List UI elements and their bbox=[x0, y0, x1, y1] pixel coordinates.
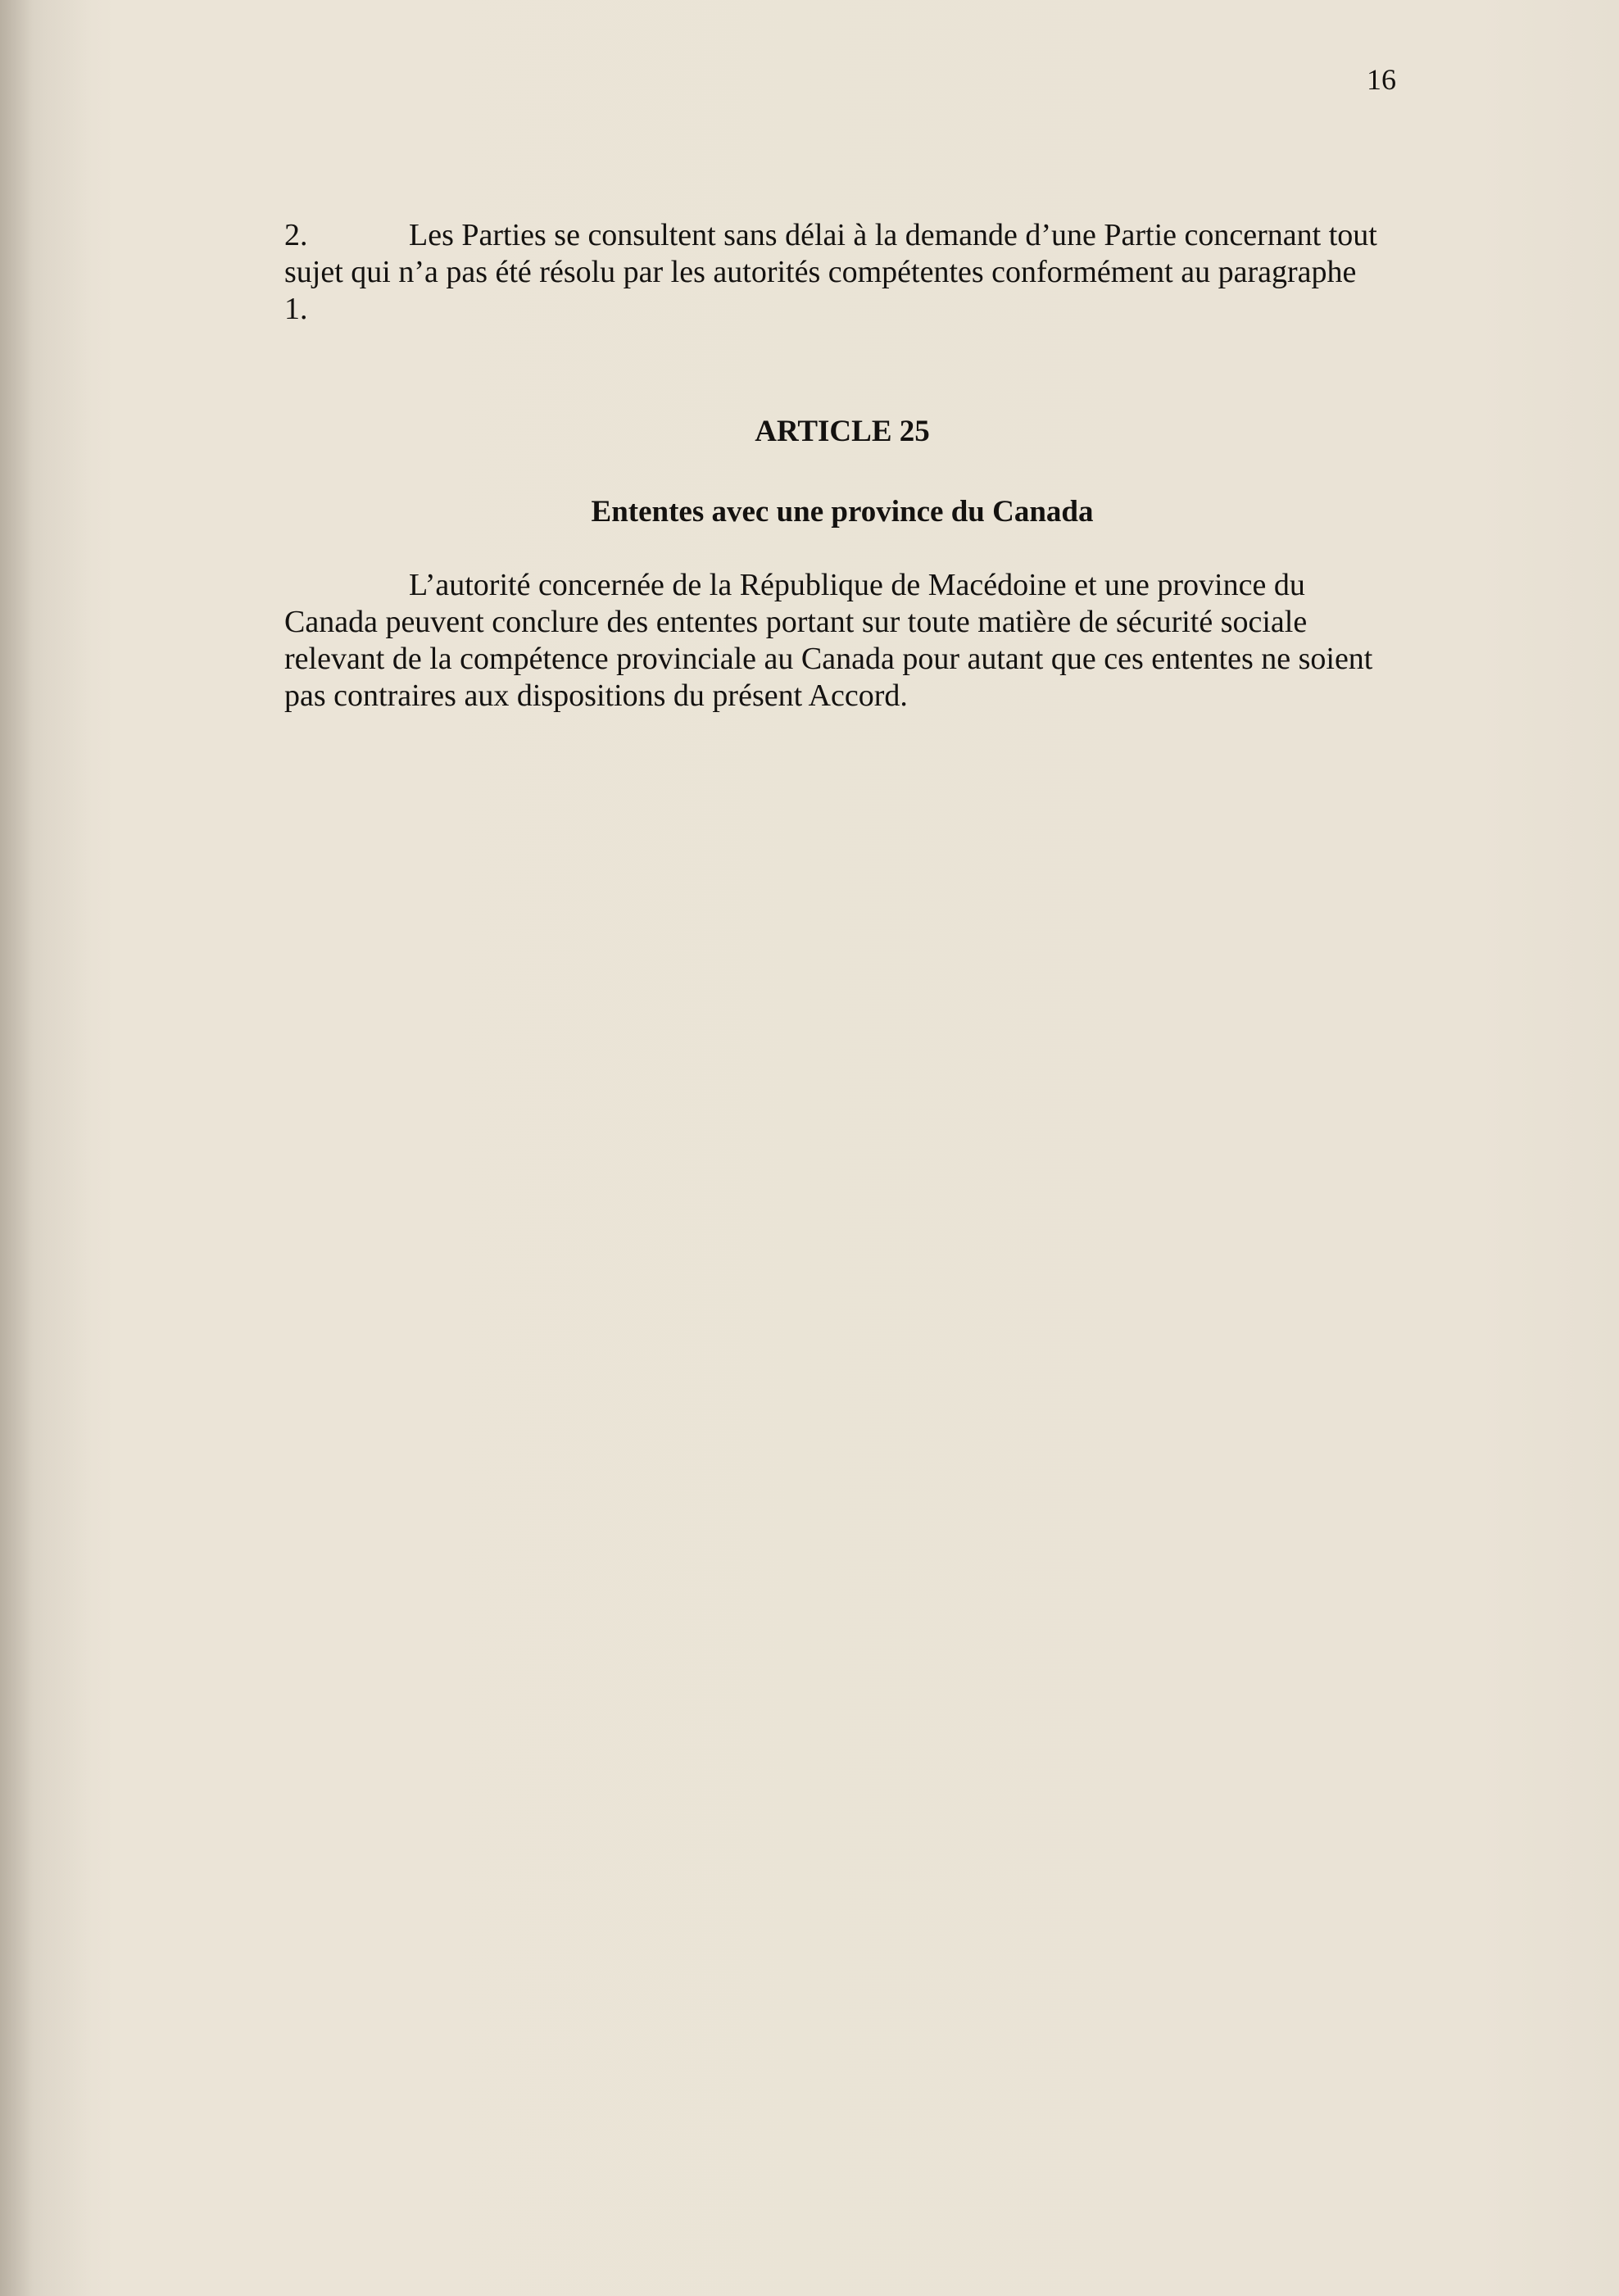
paragraph-2 bbox=[284, 217, 1382, 328]
article-heading: ARTICLE 25 bbox=[755, 415, 930, 448]
article-title: Ententes avec une province du Canada bbox=[591, 495, 1094, 529]
page-number: 16 bbox=[1367, 63, 1396, 96]
paragraph-text: Les Parties se consultent sans délai à la demande d’une Partie concernant tout sujet qui n’a pas été résolu par les autorités compétentes conformément au paragraphe 1. bbox=[284, 218, 1377, 326]
binding-shadow bbox=[0, 0, 90, 2296]
paragraph-number: 2. bbox=[284, 218, 308, 252]
article-body: L’autorité concernée de la République de Macédoine et une province du Canada peuvent conclure des ententes portant sur toute matière de sécurité sociale relevant de la compétence provinciale au Canada pour autant que ces ententes ne soient pas contraires aux dispositions du présent Accord. bbox=[284, 568, 1373, 713]
